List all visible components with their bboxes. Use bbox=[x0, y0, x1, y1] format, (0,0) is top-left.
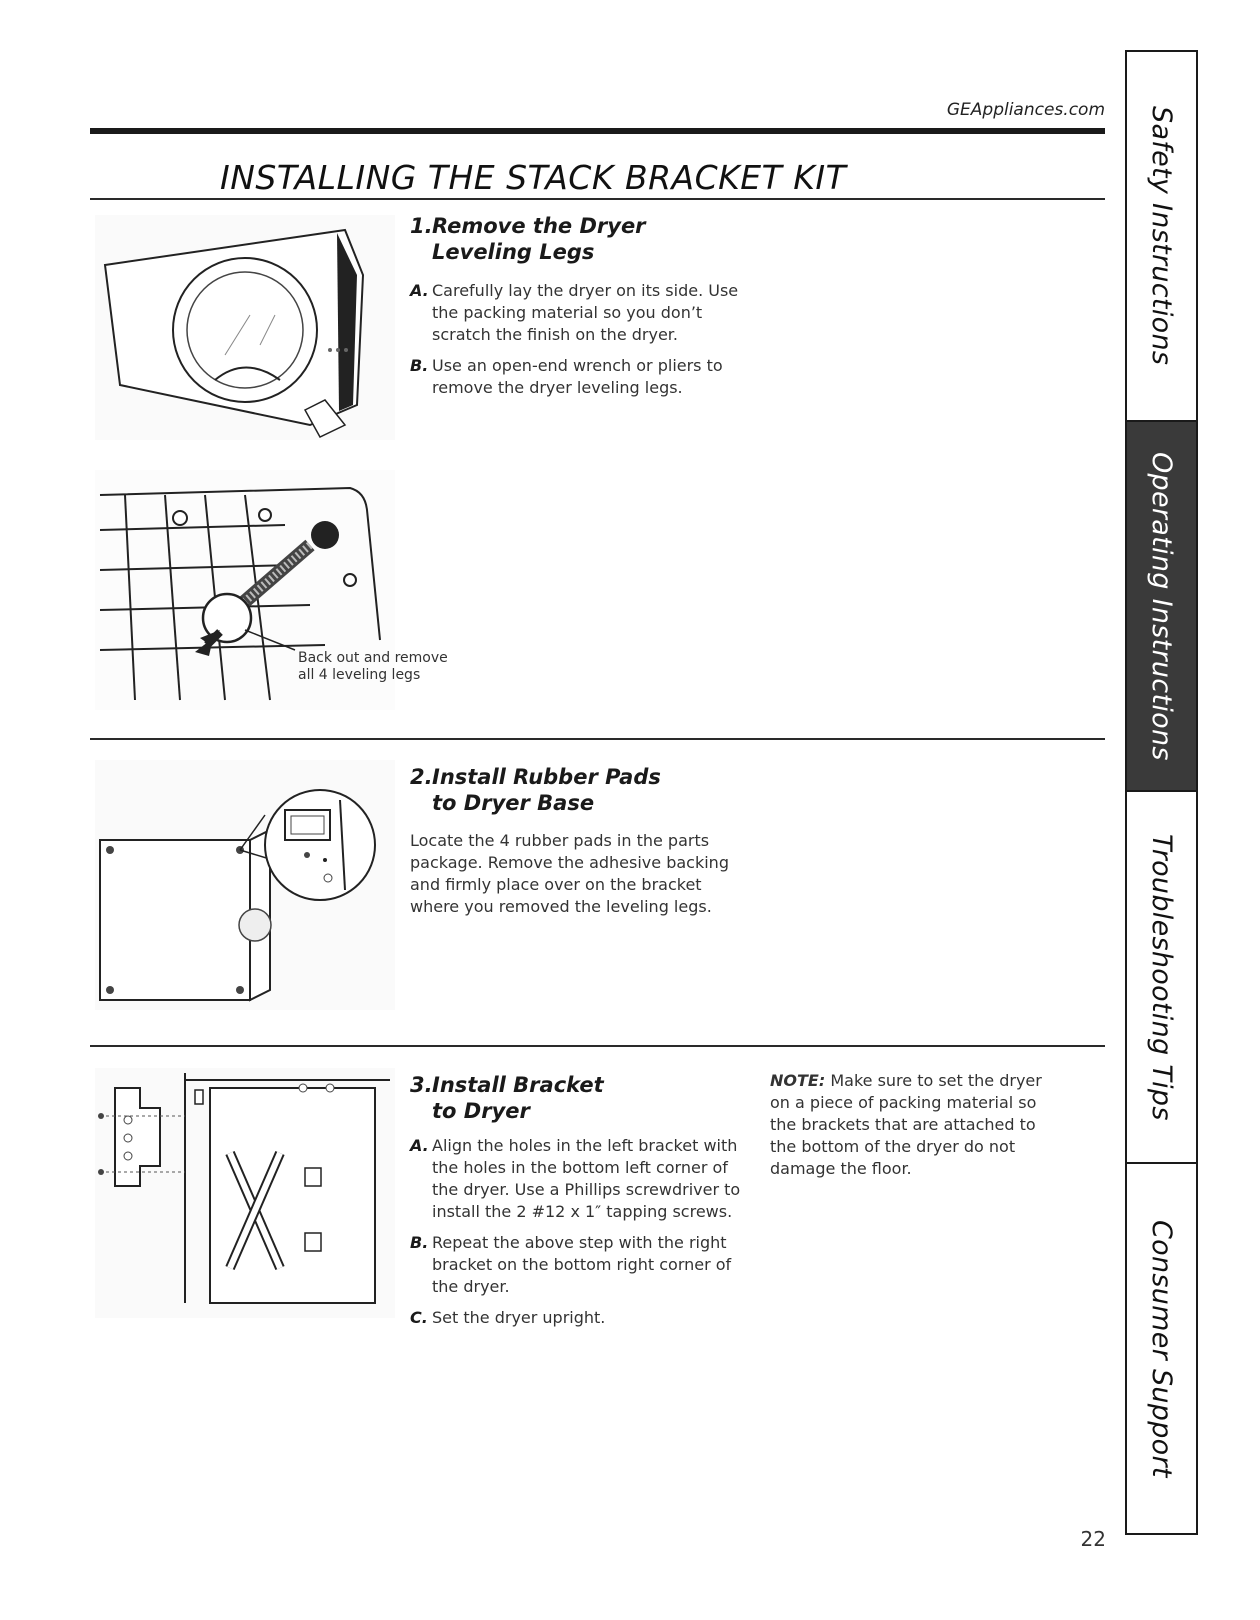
step2-divider bbox=[90, 1045, 1105, 1047]
tab-safety-label: Safety Instructions bbox=[1146, 106, 1177, 366]
bracket-install-illustration bbox=[95, 1068, 395, 1318]
step1-item-a-letter: A. bbox=[410, 281, 429, 300]
step1-title-line2: Leveling Legs bbox=[432, 240, 595, 264]
page-title: INSTALLING THE STACK BRACKET KIT bbox=[220, 158, 847, 197]
step1-divider bbox=[90, 738, 1105, 740]
leveling-leg-callout bbox=[298, 650, 458, 684]
step1-item-b bbox=[410, 355, 760, 399]
step1-number: 1. bbox=[410, 214, 433, 238]
step3-item-c bbox=[410, 1307, 750, 1329]
step3-title-line2: to Dryer bbox=[432, 1099, 530, 1123]
step2-text: Locate the 4 rubber pads in the parts package. Remove the adhesive backing and firmly place over on the bracket where you removed the leveling legs. bbox=[410, 831, 729, 916]
tab-operating-label: Operating Instructions bbox=[1146, 451, 1177, 761]
step3-item-a-letter: A. bbox=[410, 1136, 429, 1155]
step1-item-a bbox=[410, 280, 760, 346]
rubber-pad-illustration bbox=[95, 760, 395, 1010]
tab-operating-instructions[interactable] bbox=[1127, 422, 1196, 792]
step3-item-b bbox=[410, 1232, 750, 1298]
step1-item-a-text: Carefully lay the dryer on its side. Use the packing material so you don’t scratch the finish on the dryer. bbox=[432, 281, 739, 344]
note-text: Make sure to set the dryer on a piece of packing material so the brackets that are attached to the bottom of the dryer do not damage the floor. bbox=[770, 1071, 1042, 1178]
site-url: GEAppliances.com bbox=[946, 100, 1105, 120]
step3-number: 3. bbox=[410, 1073, 433, 1097]
step3-item-b-text: Repeat the above step with the right bracket on the bottom right corner of the dryer. bbox=[432, 1233, 732, 1296]
step3-item-a-text: Align the holes in the left bracket with the holes in the bottom left corner of the dryer. Use a Phillips screwdriver to install the 2 #12 x 1″ tapping screws. bbox=[432, 1136, 741, 1221]
step2-title-line2: to Dryer Base bbox=[432, 791, 595, 815]
step3-title-line1: Install Bracket bbox=[432, 1073, 604, 1097]
callout-line2: all 4 leveling legs bbox=[298, 667, 421, 683]
step2-number: 2. bbox=[410, 765, 433, 789]
dryer-on-side-illustration bbox=[95, 215, 395, 440]
tab-safety-instructions[interactable] bbox=[1127, 52, 1196, 422]
header-rule bbox=[90, 128, 1105, 134]
step1-item-b-letter: B. bbox=[410, 356, 429, 375]
note-label: NOTE: bbox=[770, 1071, 826, 1090]
step3-item-c-letter: C. bbox=[410, 1308, 428, 1327]
page-number: 22 bbox=[1080, 1527, 1106, 1551]
callout-line1: Back out and remove bbox=[298, 650, 448, 666]
step3-heading bbox=[410, 1072, 730, 1124]
tab-consumer-label: Consumer Support bbox=[1146, 1219, 1177, 1478]
step1-title-line1: Remove the Dryer bbox=[432, 214, 646, 238]
step3-note bbox=[770, 1070, 1060, 1180]
step1-item-b-text: Use an open-end wrench or pliers to remove the dryer leveling legs. bbox=[432, 356, 723, 397]
section-tabs bbox=[1125, 50, 1198, 1535]
step3-item-c-text: Set the dryer upright. bbox=[432, 1308, 606, 1327]
step3-item-b-letter: B. bbox=[410, 1233, 429, 1252]
tab-troubleshooting-label: Troubleshooting Tips bbox=[1146, 833, 1177, 1121]
step1-heading bbox=[410, 213, 750, 265]
step2-heading bbox=[410, 764, 750, 816]
step1-instructions bbox=[410, 280, 760, 408]
step2-title-line1: Install Rubber Pads bbox=[432, 765, 661, 789]
title-rule bbox=[90, 198, 1105, 200]
step3-item-a bbox=[410, 1135, 750, 1223]
tab-consumer-support[interactable] bbox=[1127, 1164, 1196, 1533]
tab-troubleshooting-tips[interactable] bbox=[1127, 792, 1196, 1164]
step3-instructions bbox=[410, 1135, 750, 1338]
